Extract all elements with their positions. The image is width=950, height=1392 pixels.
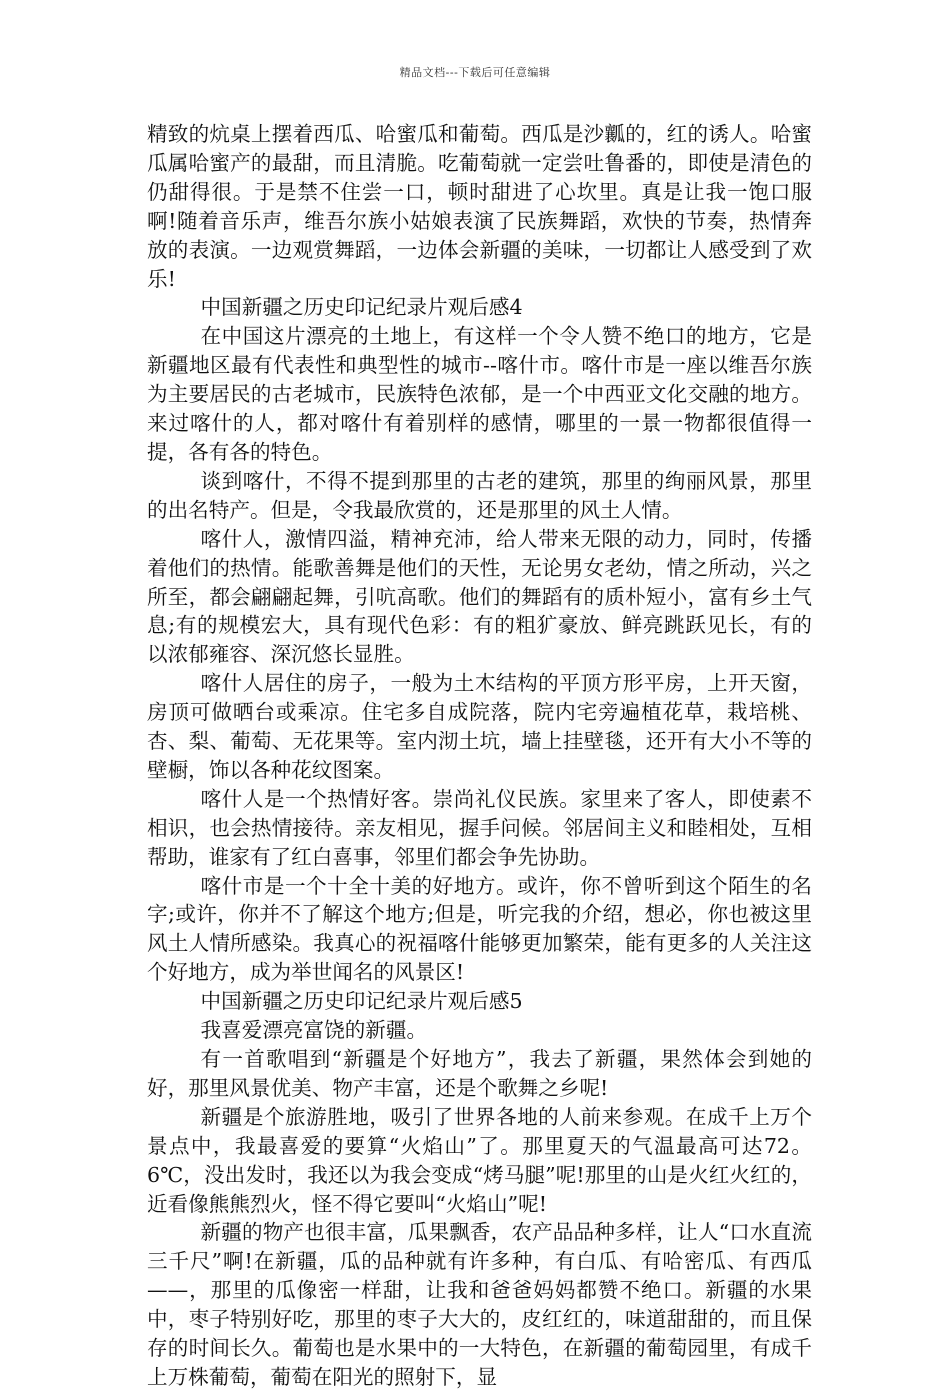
paragraph: 我喜爱漂亮富饶的新疆。	[200, 1018, 428, 1043]
section-heading: 中国新疆之历史印记纪录片观后感4	[200, 295, 523, 320]
paragraph: 新疆是个旅游胜地，吸引了世界各地的人前来参观。在成千上万个景点中，我最喜爱的要算“火焰山”了。那里夏天的气温最高可达72。6℃，没出发时，我还以为我会变成“烤马腿”呢!那里的山是火红火红的，近看像熊熊烈火，怪不得它要叫“火焰山”呢!	[147, 1104, 812, 1216]
section-heading: 中国新疆之历史印记纪录片观后感5	[200, 989, 523, 1014]
paragraph: 谈到喀什，不得不提到那里的古老的建筑，那里的绚丽风景，那里的出名特产。但是，令我最欣赏的，还是那里的风土人情。	[147, 468, 812, 522]
paragraph: 喀什人，激情四溢，精神充沛，给人带来无限的动力，同时，传播着他们的热情。能歌善舞是他们的天性，无论男女老幼，情之所动，兴之所至，都会翩翩起舞，引吭高歌。他们的舞蹈有的质朴短小，富有乡土气息;有的规模宏大，具有现代色彩：有的粗犷豪放、鲜亮跳跃见长，有的以浓郁雍容、深沉悠长显胜。	[147, 526, 812, 667]
paragraph: 在中国这片漂亮的土地上，有这样一个令人赞不绝口的地方，它是新疆地区最有代表性和典型性的城市--喀什市。喀什市是一座以维吾尔族为主要居民的古老城市，民族特色浓郁，是一个中西亚文化交融的地方。来过喀什的人，都对喀什有着别样的感情，哪里的一景一物都很值得一提，各有各的特色。	[147, 324, 812, 464]
document-body	[147, 120, 812, 1392]
page-header: 精品文档---下载后可任意编辑	[399, 66, 551, 79]
paragraph: 喀什人居住的房子，一般为土木结构的平顶方形平房，上开天窗，房顶可做晒台或乘凉。住宅多自成院落，院内宅旁遍植花草，栽培桃、杏、梨、葡萄、无花果等。室内沏土坑，墙上挂壁毯，还开有大小不等的壁橱，饰以各种花纹图案。	[147, 671, 812, 782]
paragraph: 喀什市是一个十全十美的好地方。或许，你不曾听到这个陌生的名字;或许，你并不了解这个地方;但是，听完我的介绍，想必，你也被这里风土人情所感染。我真心的祝福喀什能够更加繁荣，能有更多的人关注这个好地方，成为举世闻名的风景区!	[147, 873, 812, 985]
paragraph: 精致的炕桌上摆着西瓜、哈蜜瓜和葡萄。西瓜是沙瓤的，红的诱人。哈蜜瓜属哈蜜产的最甜，而且清脆。吃葡萄就一定尝吐鲁番的，即使是清色的仍甜得很。于是禁不住尝一口，顿时甜进了心坎里。真是让我一饱口服啊!随着音乐声，维吾尔族小姑娘表演了民族舞蹈，欢快的节奏，热情奔放的表演。一边观赏舞蹈，一边体会新疆的美味，一切都让人感受到了欢乐!	[147, 122, 812, 291]
paragraph: 新疆的物产也很丰富，瓜果飘香，农产品品种多样，让人“口水直流三千尺”啊!在新疆，瓜的品种就有许多种，有白瓜、有哈密瓜、有西瓜——，那里的瓜像密一样甜，让我和爸爸妈妈都赞不绝口。新疆的水果中，枣子特别好吃，那里的枣子大大的，皮红红的，味道甜甜的，而且保存的时间长久。葡萄也是水果中的一大特色，在新疆的葡萄园里，有成千上万株葡萄，葡萄在阳光的照射下，显	[147, 1220, 812, 1389]
paragraph: 有一首歌唱到“新疆是个好地方”，我去了新疆，果然体会到她的好，那里风景优美、物产丰富，还是个歌舞之乡呢!	[147, 1047, 812, 1100]
paragraph: 喀什人是一个热情好客。崇尚礼仪民族。家里来了客人，即使素不相识，也会热情接待。亲友相见，握手问候。邻居间主义和睦相处，互相帮助，谁家有了红白喜事，邻里们都会争先协助。	[147, 786, 812, 869]
